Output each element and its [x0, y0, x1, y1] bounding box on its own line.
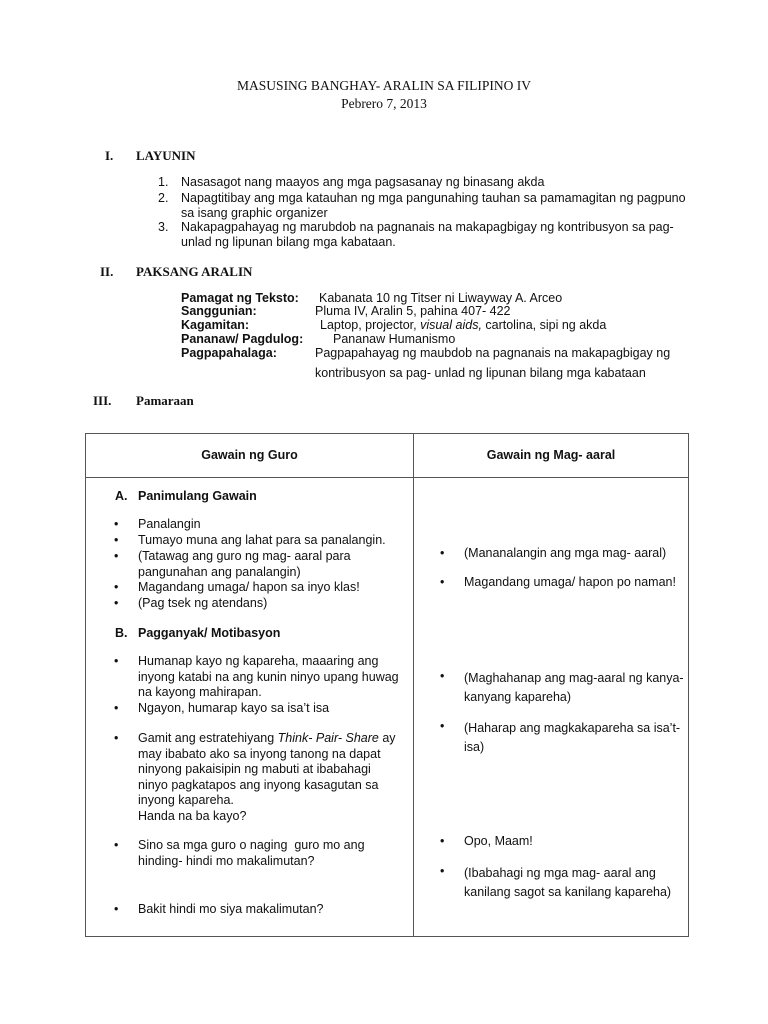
kagamitan-value: Laptop, projector, visual aids, cartolina, sipi ng akda	[320, 318, 607, 332]
bullet-icon: •	[114, 838, 119, 852]
section-2-number: II.	[100, 264, 114, 279]
bullet-icon: •	[114, 902, 119, 916]
bullet-icon: •	[440, 719, 445, 733]
objective-1-number: 1.	[158, 175, 169, 189]
subsection-b-letter: B.	[115, 626, 128, 640]
pamagat-value: Kabanata 10 ng Titser ni Liwayway A. Arceo	[319, 291, 563, 305]
table-header-divider	[86, 477, 688, 478]
section-1-title: LAYUNIN	[136, 148, 196, 163]
sanggunian-value: Pluma IV, Aralin 5, pahina 407- 422	[315, 304, 511, 318]
table-column-divider	[413, 434, 414, 936]
objective-3-number: 3.	[158, 220, 169, 234]
pananaw-label: Pananaw/ Pagdulog:	[181, 332, 304, 346]
pagpapahalaga-value-line-2: kontribusyon sa pag- unlad ng lipunan bilang mga kabataan	[315, 366, 646, 380]
section-1-number: I.	[105, 148, 114, 163]
bullet-icon: •	[114, 517, 119, 531]
objective-3-text-line-1: Nakapagpahayag ng marubdob na pagnanais na makapagbigay ng kontribusyon sa pag-	[181, 220, 674, 234]
sanggunian-label: Sanggunian:	[181, 304, 257, 318]
pananaw-value: Pananaw Humanismo	[333, 332, 456, 346]
bullet-icon: •	[114, 533, 119, 547]
pamagat-label: Pamagat ng Teksto:	[181, 291, 299, 305]
bullet-icon: •	[114, 580, 119, 594]
objective-1-text: Nasasagot nang maayos ang mga pagsasanay ng binasang akda	[181, 175, 545, 189]
bullet-icon: •	[114, 701, 119, 715]
section-3-number: III.	[93, 393, 112, 408]
subsection-b-title: Pagganyak/ Motibasyon	[138, 626, 281, 640]
procedure-table: Gawain ng Guro Gawain ng Mag- aaral A. Panimulang Gawain • Panalangin • Tumayo muna ang lahat para sa panalangin. • (Tatawag ang guro ng mag- aaral para pangunahan ang panalangin) • Magandang umaga/ hapon sa inyo klas! • (Pag tsek ng atendans) B. Pagganyak/ Motibasyon • Humanap kayo ng kapareha, maaaring ang inyong katabi na ang kunin ninyo upang huwag na kayong mahirapan. • Ngayon, humarap kayo sa isa’t isa • Gamit ang estratehiyang Think- Pair- Share ay may ibabato ako sa inyong tanong na dapat ninyong pakaisipin ng mabuti at ibabahagi ninyo pagkatapos ang inyong kasagutan sa inyong kapareha. Handa na ba kayo? • Sino sa mga guro o naging guro mo ang hinding- hindi mo makalimutan? • Bakit hindi mo siya makalimutan? • (Mananalangin ang mga mag- aaral) • Magandang umaga/ hapon po naman! • (Maghahanap ang mag-aaral ng kanya- kanyang kapareha) • (Haharap ang magkakapareha sa isa’t- isa) • Opo, Maam! • (Ibabahagi ng mga mag- aaral ang kanilang sagot sa kanilang kapareha)	[85, 433, 689, 937]
bullet-icon: •	[440, 834, 445, 848]
subsection-a-letter: A.	[115, 489, 128, 503]
objective-2-number: 2.	[158, 191, 169, 205]
bullet-icon: •	[114, 549, 119, 563]
kagamitan-label: Kagamitan:	[181, 318, 250, 332]
bullet-icon: •	[440, 546, 445, 560]
bullet-icon: •	[114, 596, 119, 610]
section-2-title: PAKSANG ARALIN	[136, 264, 253, 279]
bullet-icon: •	[440, 575, 445, 589]
column-header-student: Gawain ng Mag- aaral	[486, 448, 616, 462]
bullet-icon: •	[440, 864, 445, 878]
section-3-title: Pamaraan	[136, 393, 194, 408]
pagpapahalaga-value-line-1: Pagpapahayag ng maubdob na pagnanais na makapagbigay ng	[315, 346, 671, 360]
document-title: MASUSING BANGHAY- ARALIN SA FILIPINO IV	[237, 78, 531, 93]
objective-3-text-line-2: unlad ng lipunan bilang mga kabataan.	[181, 235, 396, 249]
bullet-icon: •	[114, 654, 119, 668]
objective-2-text-line-1: Napagtitibay ang mga katauhan ng mga pangunahing tauhan sa pamamagitan ng pagpuno	[181, 191, 686, 205]
bullet-icon: •	[114, 731, 119, 745]
objective-2-text-line-2: sa isang graphic organizer	[181, 206, 328, 220]
bullet-icon: •	[440, 669, 445, 683]
subsection-a-title: Panimulang Gawain	[138, 489, 257, 503]
column-header-teacher: Gawain ng Guro	[201, 448, 298, 462]
pagpapahalaga-label: Pagpapahalaga:	[181, 346, 277, 360]
document-date: Pebrero 7, 2013	[341, 96, 427, 111]
